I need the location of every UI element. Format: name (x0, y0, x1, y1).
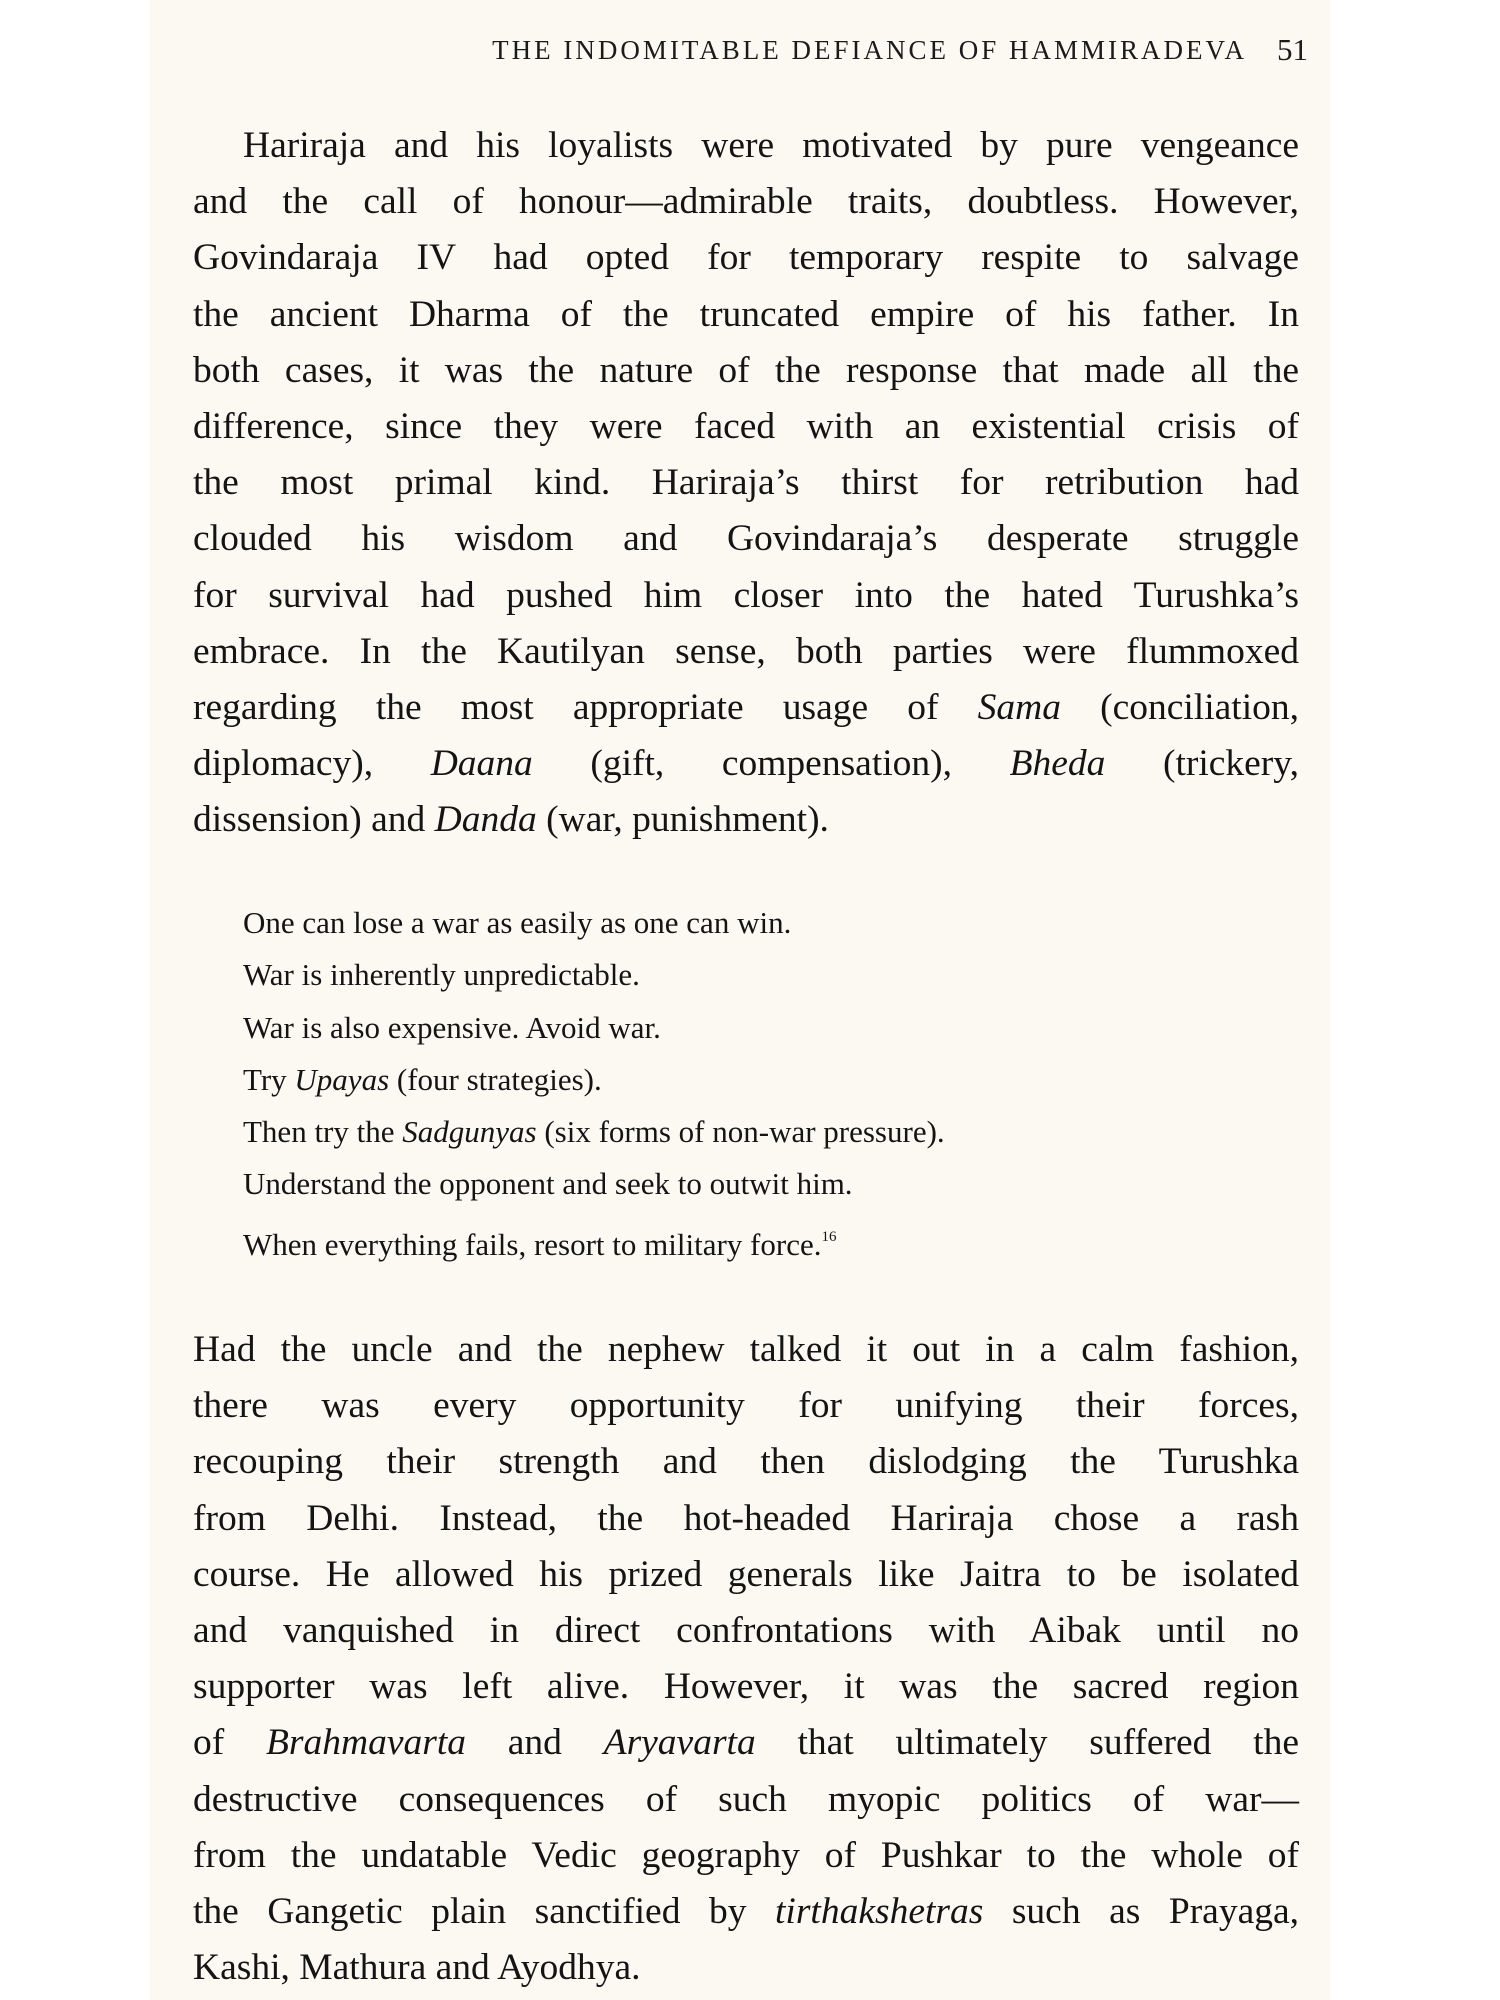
chapter-title: THE INDOMITABLE DEFIANCE OF HAMMIRADEVA (492, 34, 1247, 65)
quote-line: When everything fails, resort to military force.$^{16}$ (243, 1226, 837, 1262)
text-line: recouping their strength and then dislodging the Turushka (193, 1441, 1299, 1483)
quote-line: Try Upayas (four strategies). (243, 1061, 602, 1097)
quote-line: Then try the Sadgunyas (six forms of non-war pressure). (243, 1114, 945, 1150)
text-line: there was every opportunity for unifying their forces, (193, 1385, 1299, 1427)
footnote-reference[interactable]: 16 (821, 1228, 837, 1245)
text-line: difference, since they were faced with an existential crisis of (193, 406, 1299, 448)
text-line: from Delhi. Instead, the hot-headed Hariraja chose a rash (193, 1497, 1299, 1539)
italic-term-sadgunyas: Sadgunyas (402, 1114, 537, 1150)
italic-term-sama: Sama (977, 687, 1061, 729)
text-line: embrace. In the Kautilyan sense, both parties were flummoxed (193, 630, 1299, 672)
quote-line: War is also expensive. Avoid war. (243, 1009, 661, 1045)
text-line: course. He allowed his prized generals like Jaitra to be isolated (193, 1553, 1299, 1595)
italic-term-danda: Danda (434, 799, 537, 841)
block-quote (243, 897, 1243, 1271)
text-line: and the call of honour—admirable traits, doubtless. However, (193, 181, 1299, 223)
text-line: diplomacy), Daana (gift, compensation), Bheda (trickery, (193, 743, 1299, 785)
text-line: Had the uncle and the nephew talked it out in a calm fashion, (193, 1329, 1299, 1370)
text-line: the ancient Dharma of the truncated empire of his father. In (193, 293, 1299, 335)
page-number: 51 (1277, 32, 1308, 67)
text-line: from the undatable Vedic geography of Pushkar to the whole of (193, 1834, 1299, 1876)
italic-term-tirthakshetras: tirthakshetras (774, 1891, 984, 1933)
italic-term-upayas: Upayas (294, 1061, 390, 1097)
text-line: dissension) and Danda (war, punishment). (193, 799, 829, 841)
text-line: the most primal kind. Hariraja’s thirst for retribution had (193, 462, 1299, 504)
text-line: for survival had pushed him closer into the hated Turushka’s (193, 574, 1299, 616)
quote-line: Understand the opponent and seek to outwit him. (243, 1166, 853, 1202)
text-line: Hariraja and his loyalists were motivated by pure vengeance (243, 125, 1299, 166)
body-paragraph-2 (193, 1322, 1299, 1996)
italic-term-bheda: Bheda (1009, 743, 1106, 785)
italic-term-aryavarta: Aryavarta (603, 1722, 756, 1764)
italic-term-daana: Daana (430, 743, 533, 785)
text-line: of Brahmavarta and Aryavarta that ultimately suffered the (193, 1722, 1299, 1764)
text-line: clouded his wisdom and Govindaraja’s desperate struggle (193, 518, 1299, 560)
text-line: regarding the most appropriate usage of Sama (conciliation, (193, 687, 1299, 729)
running-head (258, 30, 1308, 70)
text-line: destructive consequences of such myopic politics of war— (193, 1778, 1299, 1820)
text-line: supporter was left alive. However, it was the sacred region (193, 1666, 1299, 1708)
text-line: both cases, it was the nature of the response that made all the (193, 349, 1299, 391)
body-paragraph-1 (193, 118, 1299, 849)
italic-term-brahmavarta: Brahmavarta (266, 1722, 466, 1764)
text-line: Govindaraja IV had opted for temporary respite to salvage (193, 237, 1299, 279)
quote-line: War is inherently unpredictable. (243, 957, 640, 993)
text-line: the Gangetic plain sanctified by tirthakshetras such as Prayaga, (193, 1891, 1299, 1933)
text-line: and vanquished in direct confrontations with Aibak until no (193, 1610, 1299, 1652)
text-line: Kashi, Mathura and Ayodhya. (193, 1947, 641, 1989)
quote-line: One can lose a war as easily as one can win. (243, 905, 792, 940)
